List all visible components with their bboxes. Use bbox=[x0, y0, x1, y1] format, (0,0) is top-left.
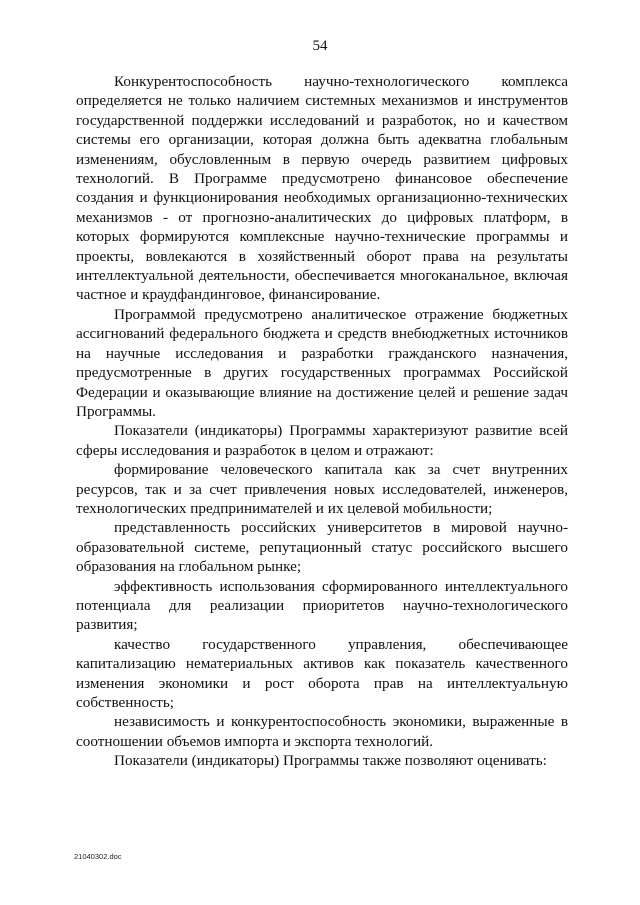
page-number: 54 bbox=[312, 38, 328, 54]
paragraph-indicators-intro: Показатели (индикаторы) Программы характеризуют развитие всей сферы исследования и разработок в целом и отражают: bbox=[76, 422, 568, 459]
paragraph-indicators-assess: Показатели (индикаторы) Программы также позволяют оценивать: bbox=[114, 752, 547, 770]
footer-filename: 21040302.doc bbox=[74, 852, 122, 861]
list-item-universities: представленность российских университетов в мировой научно-образовательной системе, репутационный статус российского высшего образования на глобальном рынке; bbox=[76, 519, 568, 576]
paragraph-budget-allocations: Программой предусмотрено аналитическое отражение бюджетных ассигнований федерального бюджета и средств внебюджетных источников на научные исследования и разработки гражданского назначения, предусмотренные в других государственных программах Российской Федерации и оказывающие влияние на достижение целей и решение задач Программы. bbox=[76, 305, 568, 420]
list-item-economic-independence: независимость и конкурентоспособность экономики, выраженные в соотношении объемов импорта и экспорта технологий. bbox=[76, 713, 568, 750]
list-item-governance-quality: качество государственного управления, обеспечивающее капитализацию нематериальных активов как показатель качественного изменения экономики и рост оборота прав на интеллектуальную собственность; bbox=[76, 635, 568, 711]
paragraph-competitiveness: Конкурентоспособность научно-технологического комплекса определяется не только наличием системных механизмов и инструментов государственной поддержки исследований и разработок, но и качеством системы его организации, которая должна быть адекватна глобальным изменениям, обусловленным в первую очередь развитием цифровых технологий. В Программе предусмотрено финансовое обеспечение создания и функционирования необходимых организационно-технических механизмов - от прогнозно-аналитических до цифровых платформ, в которых формируются комплексные научно-технические программы и проекты, вовлекаются в хозяйственный оборот права на результаты интеллектуальной деятельности, обеспечивается многоканальное, включая частное и краудфандинговое, финансирование. bbox=[76, 73, 568, 304]
document-body bbox=[76, 72, 568, 771]
list-item-intellectual-potential: эффективность использования сформированного интеллектуального потенциала для реализации приоритетов научно-технологического развития; bbox=[76, 577, 568, 634]
list-item-human-capital: формирование человеческого капитала как за счет внутренних ресурсов, так и за счет привлечения новых исследователей, инженеров, технологических предпринимателей и их целевой мобильности; bbox=[76, 461, 568, 517]
